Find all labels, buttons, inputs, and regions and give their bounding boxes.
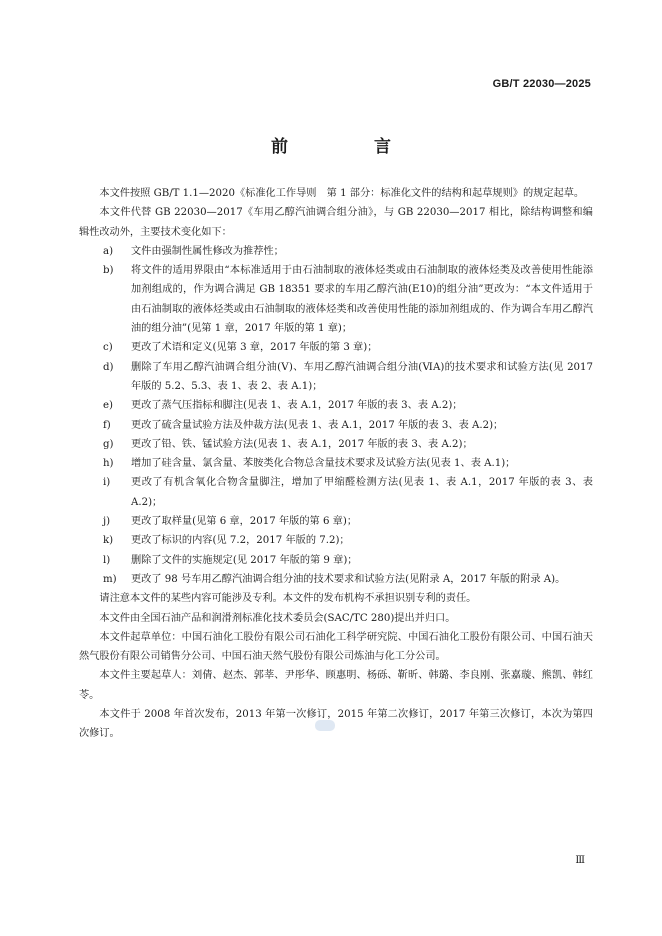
list-marker: c) bbox=[103, 342, 113, 354]
document-body bbox=[79, 184, 593, 744]
changes-list bbox=[79, 242, 593, 589]
list-item bbox=[79, 358, 593, 397]
paragraph-proposer: 本文件由全国石油产品和润滑剂标准化技术委员会(SAC/TC 280)提出并归口。 bbox=[99, 612, 456, 624]
list-item-text: 更改了蒸气压指标和脚注(见表 1、表 A.1，2017 年版的表 3、表 A.2)； bbox=[131, 400, 463, 412]
list-item-text: 更改了取样量(见第 6 章，2017 年版的第 6 章)； bbox=[131, 516, 358, 528]
paragraph-patent-notice: 请注意本文件的某些内容可能涉及专利。本文件的发布机构不承担识别专利的责任。 bbox=[99, 593, 477, 605]
list-item bbox=[79, 416, 593, 435]
list-marker: k) bbox=[103, 535, 114, 547]
list-marker: e) bbox=[103, 400, 114, 412]
list-item-text: 文件由强制性属性修改为推荐性； bbox=[131, 245, 284, 257]
list-marker: l) bbox=[103, 554, 111, 566]
list-item-text: 更改了 98 号车用乙醇汽油调合组分油的技术要求和试验方法(见附录 A，2017 年版的附录 A)。 bbox=[131, 573, 566, 585]
list-marker: m) bbox=[103, 573, 117, 585]
paragraph-drafters: 本文件主要起草人：刘倩、赵杰、郭莘、尹彤华、顾惠明、杨砾、靳昕、韩璐、李良刚、张嘉璇、熊凯、韩红苓。 bbox=[79, 670, 593, 701]
list-marker: h) bbox=[103, 458, 114, 470]
page-number: Ⅲ bbox=[575, 855, 585, 866]
list-item bbox=[79, 396, 593, 415]
list-item-text: 更改了术语和定义(见第 3 章，2017 年版的第 3 章)； bbox=[131, 342, 378, 354]
list-marker: j) bbox=[103, 516, 111, 528]
paragraph-revision-history: 本文件于 2008 年首次发布，2013 年第一次修订，2015 年第二次修订，2017 年第三次修订，本次为第四次修订。 bbox=[79, 709, 593, 740]
paragraph-replaces: 本文件代替 GB 22030—2017《车用乙醇汽油调合组分油》，与 GB 22030—2017 相比，除结构调整和编辑性改动外，主要技术变化如下： bbox=[79, 207, 593, 238]
list-marker: f) bbox=[103, 419, 111, 431]
list-item bbox=[79, 531, 593, 550]
list-marker: i) bbox=[103, 477, 111, 489]
list-item bbox=[79, 570, 593, 589]
paragraph-drafting-rules: 本文件按照 GB/T 1.1—2020《标准化工作导则 第 1 部分：标准化文件的结构和起草规则》的规定起草。 bbox=[99, 188, 585, 199]
list-item-text: 删除了车用乙醇汽油调合组分油(Ⅴ)、车用乙醇汽油调合组分油(ⅥA)的技术要求和试验方法(见 2017 年版的 5.2、5.3、表 1、表 2、表 A.1)； bbox=[131, 361, 593, 392]
list-item bbox=[79, 512, 593, 531]
list-item-text: 增加了硅含量、氯含量、苯胺类化合物总含量技术要求及试验方法(见表 1、表 A.1)； bbox=[131, 458, 516, 470]
list-item-text: 删除了文件的实施规定(见 2017 年版的第 9 章)； bbox=[131, 554, 358, 566]
paragraph-drafting-units: 本文件起草单位：中国石油化工股份有限公司石油化工科学研究院、中国石油化工股份有限公司、中国石油天然气股份有限公司销售分公司、中国石油天然气股份有限公司炼油与化工分公司。 bbox=[79, 631, 593, 663]
page-title: 前 言 bbox=[271, 137, 431, 157]
standard-code: GB/T 22030—2025 bbox=[492, 78, 591, 90]
watermark-logo bbox=[315, 720, 335, 731]
list-marker: g) bbox=[103, 438, 114, 450]
list-marker: d) bbox=[103, 361, 114, 373]
list-item bbox=[79, 338, 593, 357]
list-item bbox=[79, 261, 593, 338]
list-item bbox=[79, 435, 593, 454]
list-item bbox=[79, 454, 593, 473]
list-item-text: 更改了标识的内容(见 7.2，2017 年版的 7.2)； bbox=[131, 535, 350, 547]
list-item bbox=[79, 551, 593, 570]
list-marker: a) bbox=[103, 245, 114, 257]
list-item-text: 更改了有机含氧化合物含量脚注，增加了甲缩醛检测方法(见表 1、表 A.1，2017 年版的表 3、表 A.2)； bbox=[131, 477, 593, 508]
list-marker: b) bbox=[103, 265, 114, 277]
list-item-text: 将文件的适用界限由“本标准适用于由石油制取的液体烃类或由石油制取的液体烃类及改善使用性能添加剂组成的，作为调合满足 GB 18351 要求的车用乙醇汽油(E10)的组分油”更改为：“本文件适用于由石油制取的液体烃类或由石油制取的液体烃类和改善使用性能的添加剂组成的、作为调合车用乙醇汽油的组分油”(见第 1 章，2017 年版的第 1 章)； bbox=[131, 265, 593, 335]
list-item bbox=[79, 242, 593, 261]
list-item-text: 更改了硫含量试验方法及仲裁方法(见表 1、表 A.1，2017 年版的表 3、表 A.2)； bbox=[131, 419, 504, 431]
list-item-text: 更改了铅、铁、锰试验方法(见表 1、表 A.1，2017 年版的表 3、表 A.2)； bbox=[131, 438, 473, 450]
list-item bbox=[79, 473, 593, 512]
